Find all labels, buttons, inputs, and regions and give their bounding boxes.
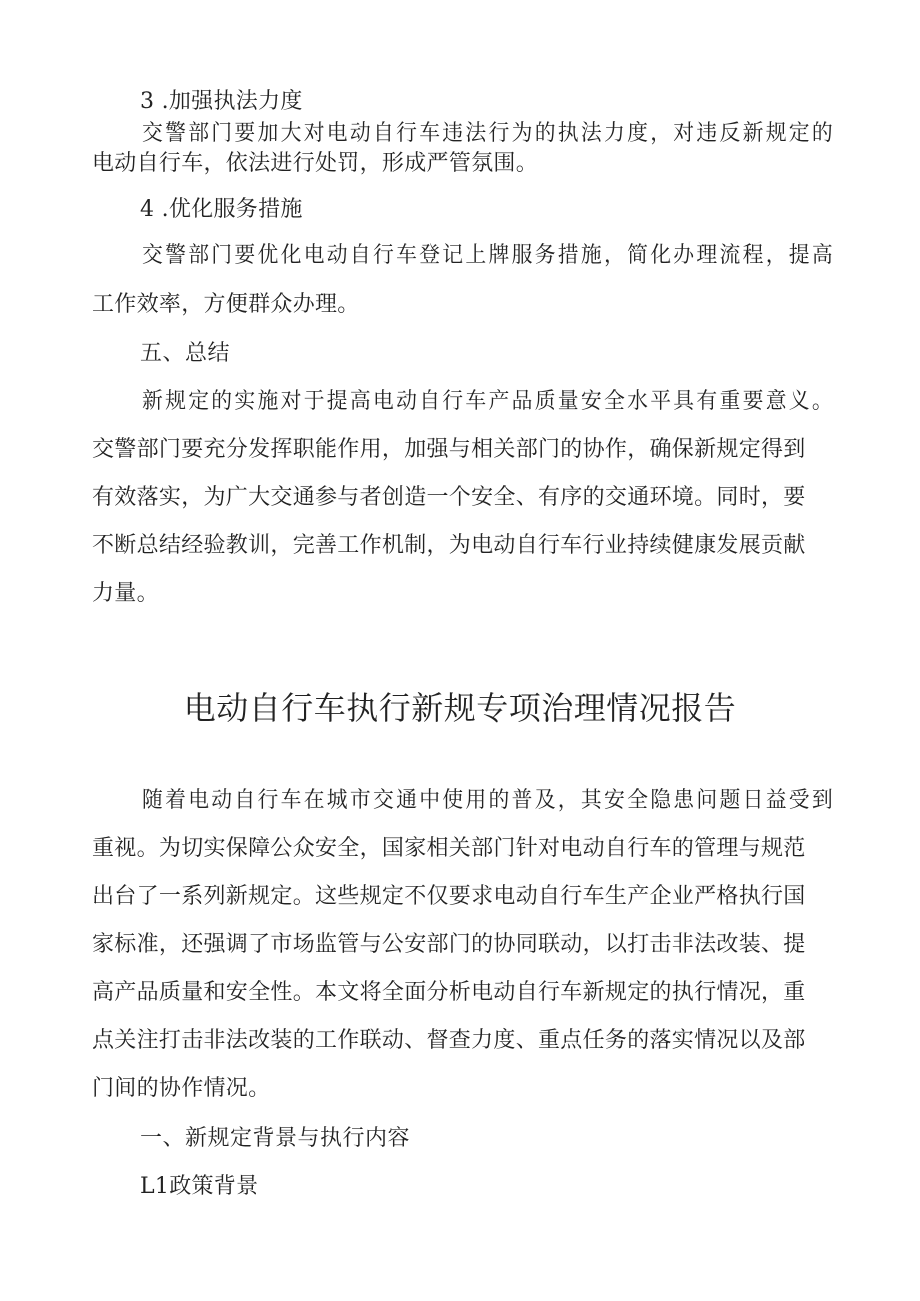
section-1-heading: 一、新规定背景与执行内容 xyxy=(140,1126,411,1151)
section-4-heading: 4 .优化服务措施 xyxy=(140,197,303,222)
report-intro-line-3: 出台了一系列新规定。这些规定不仅要求电动自行车生产企业严格执行国 xyxy=(92,884,806,909)
section-3-line-2: 电动自行车，依法进行处罚，形成严管氛围。 xyxy=(92,151,539,176)
summary-line-5: 力量。 xyxy=(92,581,159,606)
summary-line-1: 新规定的实施对于提高电动自行车产品质量安全水平具有重要意义。 xyxy=(142,389,835,414)
subsection-heading: L1政策背景 xyxy=(140,1174,259,1199)
report-intro-line-1: 随着电动自行车在城市交通中使用的普及，其安全隐患问题日益受到 xyxy=(142,788,835,813)
summary-line-3: 有效落实，为广大交通参与者创造一个安全、有序的交通环境。同时，要 xyxy=(92,485,806,510)
summary-line-4: 不断总结经验教训，完善工作机制，为电动自行车行业持续健康发展贡献 xyxy=(92,533,806,558)
report-intro-line-2: 重视。为切实保障公众安全，国家相关部门针对电动自行车的管理与规范 xyxy=(92,836,806,861)
report-intro-line-5: 高产品质量和安全性。本文将全面分析电动自行车新规定的执行情况，重 xyxy=(92,980,806,1005)
report-intro-line-7: 门间的协作情况。 xyxy=(92,1076,271,1101)
summary-heading: 五、总结 xyxy=(140,341,231,366)
section-3-heading: 3 .加强执法力度 xyxy=(140,89,303,114)
section-3-line-1: 交警部门要加大对电动自行车违法行为的执法力度，对违反新规定的 xyxy=(142,121,835,146)
report-title: 电动自行车执行新规专项治理情况报告 xyxy=(183,689,737,727)
summary-line-2: 交警部门要充分发挥职能作用，加强与相关部门的协作，确保新规定得到 xyxy=(92,437,806,462)
section-4-line-1: 交警部门要优化电动自行车登记上牌服务措施，简化办理流程，提高 xyxy=(142,243,835,268)
report-intro-line-4: 家标准，还强调了市场监管与公安部门的协同联动，以打击非法改装、提 xyxy=(92,932,806,957)
section-4-line-2: 工作效率，方便群众办理。 xyxy=(92,292,360,317)
report-intro-line-6: 点关注打击非法改装的工作联动、督查力度、重点任务的落实情况以及部 xyxy=(92,1028,806,1053)
